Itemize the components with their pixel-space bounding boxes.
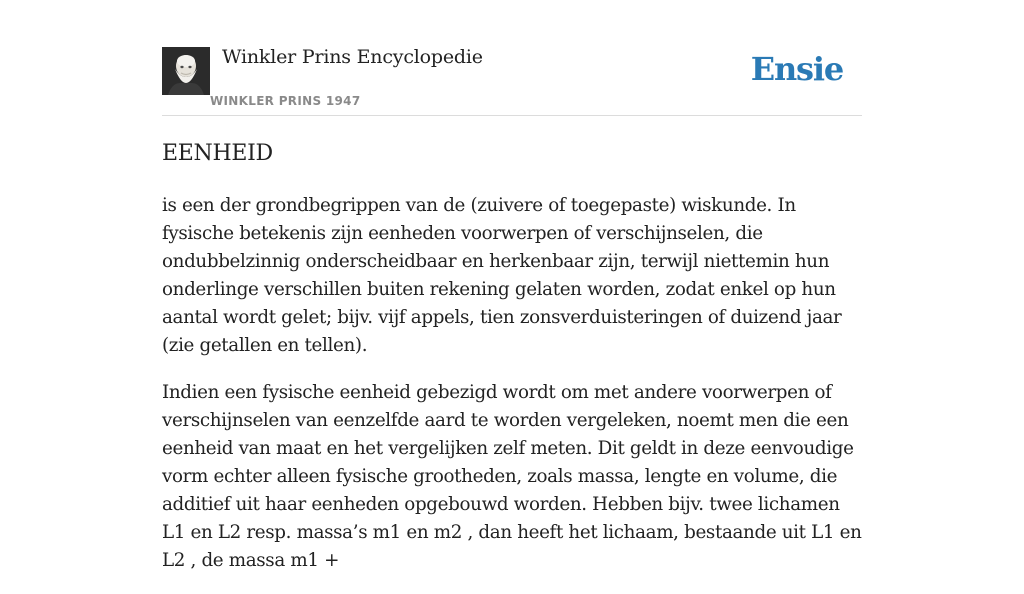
page: [162, 0, 862, 571]
article-paragraph: is een der grondbegrippen van de (zuivere of toegepaste) wiskunde. In fysische betekenis zijn eenheden voorwerpen of verschijnselen, die ondubbelzinnig onderscheidbaar en herkenbaar zijn, terwijl niettemin hun onderlinge verschillen buiten rekening gelaten worden, zodat enkel op hun aantal wordt gelet; bijv. vijf appels, tien zonsverduisteringen of duizend jaar (zie getallen en tellen).: [162, 195, 842, 356]
source-header: [162, 0, 862, 116]
source-title[interactable]: Winkler Prins Encyclopedie: [222, 46, 483, 68]
article-title: EENHEID: [162, 141, 273, 166]
article-body: [162, 192, 862, 594]
article-paragraph: Indien een fysische eenheid gebezigd wordt om met andere voorwerpen of verschijnselen van eenzelfde aard te worden vergeleken, noemt men die een eenheid van maat en het vergelijken zelf meten. Dit geldt in deze eenvoudige vorm echter alleen fysische grootheden, zoals massa, lengte en volume, die additief uit haar eenheden opgebouwd worden. Hebben bijv. twee lichamen L1 en L2 resp. massa’s m1 en m2 , dan heeft het lichaam, bestaande uit L1 en L2 , de massa m1 +: [162, 382, 862, 571]
site-logo[interactable]: Ensie: [750, 50, 843, 88]
source-subtitle: WINKLER PRINS 1947: [210, 94, 361, 108]
avatar[interactable]: [162, 47, 210, 95]
bearded-man-portrait-icon: [162, 47, 210, 95]
